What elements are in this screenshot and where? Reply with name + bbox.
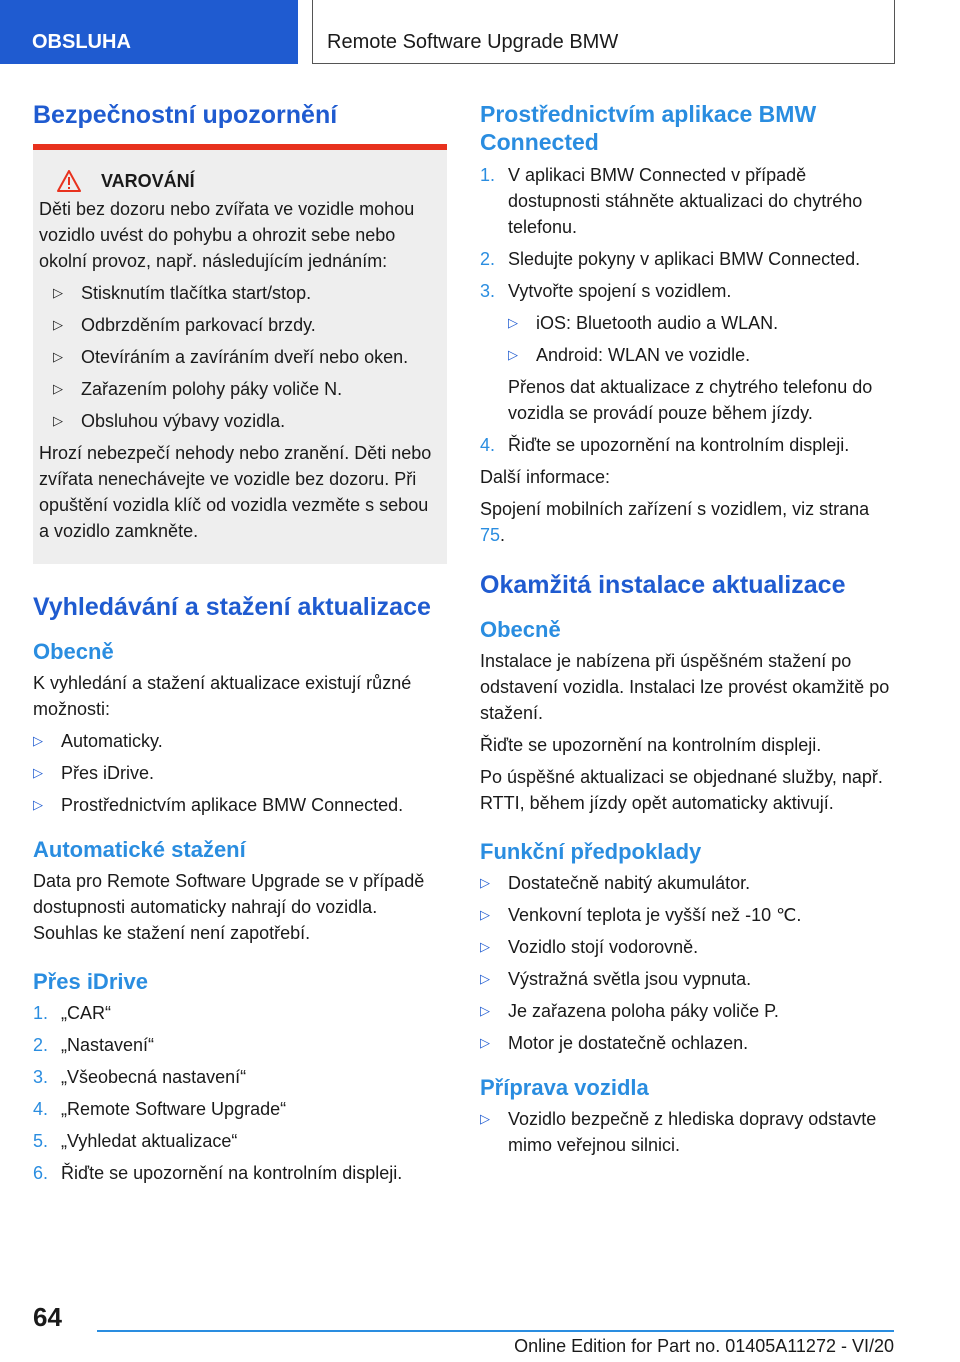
requirements-list <box>480 870 895 1056</box>
warning-outro: Hrozí nebezpečí nehody nebo zranění. Děti nebo zvířata nenechávejte ve vozidle bez dozoru. Při opuštění vozidla klíč od vozidla vezměte s sebou a vozidlo zamkněte. <box>39 443 432 541</box>
auto-download-text: Data pro Remote Software Upgrade se v případě dostupnosti automaticky nahrají do vozidla. Souhlas ke stažení není zapotřebí. <box>33 871 425 943</box>
list-item: ▷ Automaticky. <box>33 728 447 754</box>
step-item: 2. „Nastavení“ <box>33 1035 155 1055</box>
step-item: 4. „Remote Software Upgrade“ <box>33 1099 287 1119</box>
left-column <box>33 100 447 1192</box>
search-heading: Vyhledávání a stažení aktualizace <box>33 593 431 621</box>
preparation-heading: Příprava vozidla <box>480 1075 649 1100</box>
step-item: 3. Vytvořte spojení s vozidlem. <box>480 281 732 301</box>
preparation-list <box>480 1106 895 1158</box>
list-item: ▷ Vozidlo stojí vodorovně. <box>480 934 895 960</box>
step-item: 1. „CAR“ <box>33 1003 111 1023</box>
step-item: 3. „Všeobecná nastavení“ <box>33 1067 247 1087</box>
app-steps <box>480 162 895 304</box>
instant-general-heading: Obecně <box>480 617 561 642</box>
warning-intro: Děti bez dozoru nebo zvířata ve vozidle mohou vozidlo uvést do pohybu a ohrozit sebe nebo okolní provoz, např. následujícím jednáním: <box>39 199 415 271</box>
step-item: 5. „Vyhledat aktualizace“ <box>33 1131 238 1151</box>
bullet-triangle-icon: ▷ <box>480 1035 490 1050</box>
bullet-triangle-icon: ▷ <box>508 315 518 330</box>
warning-header <box>57 168 433 194</box>
instant-general-p3: Po úspěšné aktualizaci se objednané služby, např. RTTI, během jízdy opět automaticky aktivují. <box>480 767 883 813</box>
list-item: ▷ Výstražná světla jsou vypnuta. <box>480 966 895 992</box>
list-item: ▷ Venkovní teplota je vyšší než -10 ℃. <box>480 902 895 928</box>
bullet-triangle-icon: ▷ <box>480 875 490 890</box>
list-item: ▷ Je zařazena poloha páky voliče P. <box>480 998 895 1024</box>
warning-triangle-icon <box>57 170 81 192</box>
bullet-triangle-icon: ▷ <box>53 317 63 332</box>
list-item: ▷ Otevíráním a zavíráním dveří nebo oken. <box>39 344 433 370</box>
list-item: ▷ Motor je dostatečně ochlazen. <box>480 1030 895 1056</box>
step-item: 1. V aplikaci BMW Connected v případě dostupnosti stáhněte aktualizaci do chytrého telefonu. <box>480 165 863 237</box>
list-item: ▷ Odbrzděním parkovací brzdy. <box>39 312 433 338</box>
list-item: ▷ Stisknutím tlačítka start/stop. <box>39 280 433 306</box>
bullet-triangle-icon: ▷ <box>480 939 490 954</box>
bullet-triangle-icon: ▷ <box>33 765 43 780</box>
connection-list <box>508 310 895 368</box>
chapter-title: Remote Software Upgrade BMW <box>312 0 895 64</box>
step-item: 2. Sledujte pokyny v aplikaci BMW Connected. <box>480 249 861 269</box>
footer-edition: Online Edition for Part no. 01405A11272 - VI/20 <box>514 1336 894 1356</box>
bullet-triangle-icon: ▷ <box>53 349 63 364</box>
list-item: ▷ Dostatečně nabitý akumulátor. <box>480 870 895 896</box>
bullet-triangle-icon: ▷ <box>480 1111 490 1126</box>
general-text: K vyhledání a stažení aktualizace existují různé možnosti: <box>33 673 412 719</box>
list-item: ▷ Vozidlo bezpečně z hlediska dopravy odstavte mimo veřejnou silnici. <box>480 1106 895 1158</box>
options-list <box>33 728 447 818</box>
bullet-triangle-icon: ▷ <box>480 907 490 922</box>
list-item: ▷ Přes iDrive. <box>33 760 447 786</box>
instant-general-p2: Řiďte se upozornění na kontrolním displeji. <box>480 735 822 755</box>
list-item: ▷ Android: WLAN ve vozidle. <box>508 342 895 368</box>
bullet-triangle-icon: ▷ <box>508 347 518 362</box>
app-steps-continued <box>480 432 895 458</box>
instant-install-heading: Okamžitá instalace aktualizace <box>480 571 846 599</box>
app-heading: Prostřednictvím aplikace BMW Connected <box>480 101 817 155</box>
step-item: 6. Řiďte se upozornění na kontrolním displeji. <box>33 1163 403 1183</box>
instant-general-p1: Instalace je nabízena při úspěšném stažení po odstavení vozidla. Instalaci lze provést okamžitě po stažení. <box>480 651 890 723</box>
warning-list <box>39 280 433 434</box>
section-tab: OBSLUHA <box>0 0 298 64</box>
step-item: 4. Řiďte se upozornění na kontrolním displeji. <box>480 435 850 455</box>
idrive-heading: Přes iDrive <box>33 969 148 994</box>
bullet-triangle-icon: ▷ <box>53 285 63 300</box>
warning-label: VAROVÁNÍ <box>101 171 195 191</box>
bullet-triangle-icon: ▷ <box>480 1003 490 1018</box>
list-item: ▷ Zařazením polohy páky voliče N. <box>39 376 433 402</box>
bullet-triangle-icon: ▷ <box>33 797 43 812</box>
more-info-label: Další informace: <box>480 467 611 487</box>
right-column <box>480 100 895 1164</box>
bullet-triangle-icon: ▷ <box>53 413 63 428</box>
warning-box <box>33 144 447 564</box>
transfer-note: Přenos dat aktualizace z chytrého telefonu do vozidla se provádí pouze během jízdy. <box>508 377 873 423</box>
auto-download-heading: Automatické stažení <box>33 837 246 862</box>
list-item: ▷ iOS: Bluetooth audio a WLAN. <box>508 310 895 336</box>
page-link[interactable]: 75 <box>480 525 501 545</box>
footer-divider <box>97 1330 894 1332</box>
idrive-steps <box>33 1000 447 1186</box>
bullet-triangle-icon: ▷ <box>33 733 43 748</box>
page-number: 64 <box>33 1302 62 1332</box>
general-heading: Obecně <box>33 639 114 664</box>
bullet-triangle-icon: ▷ <box>53 381 63 396</box>
list-item: ▷ Prostřednictvím aplikace BMW Connected. <box>33 792 447 818</box>
bullet-triangle-icon: ▷ <box>480 971 490 986</box>
requirements-heading: Funkční předpoklady <box>480 839 702 864</box>
safety-heading: Bezpečnostní upozornění <box>33 101 338 129</box>
more-info-text: Spojení mobilních zařízení s vozidlem, viz strana 75. <box>480 499 870 545</box>
list-item: ▷ Obsluhou výbavy vozidla. <box>39 408 433 434</box>
